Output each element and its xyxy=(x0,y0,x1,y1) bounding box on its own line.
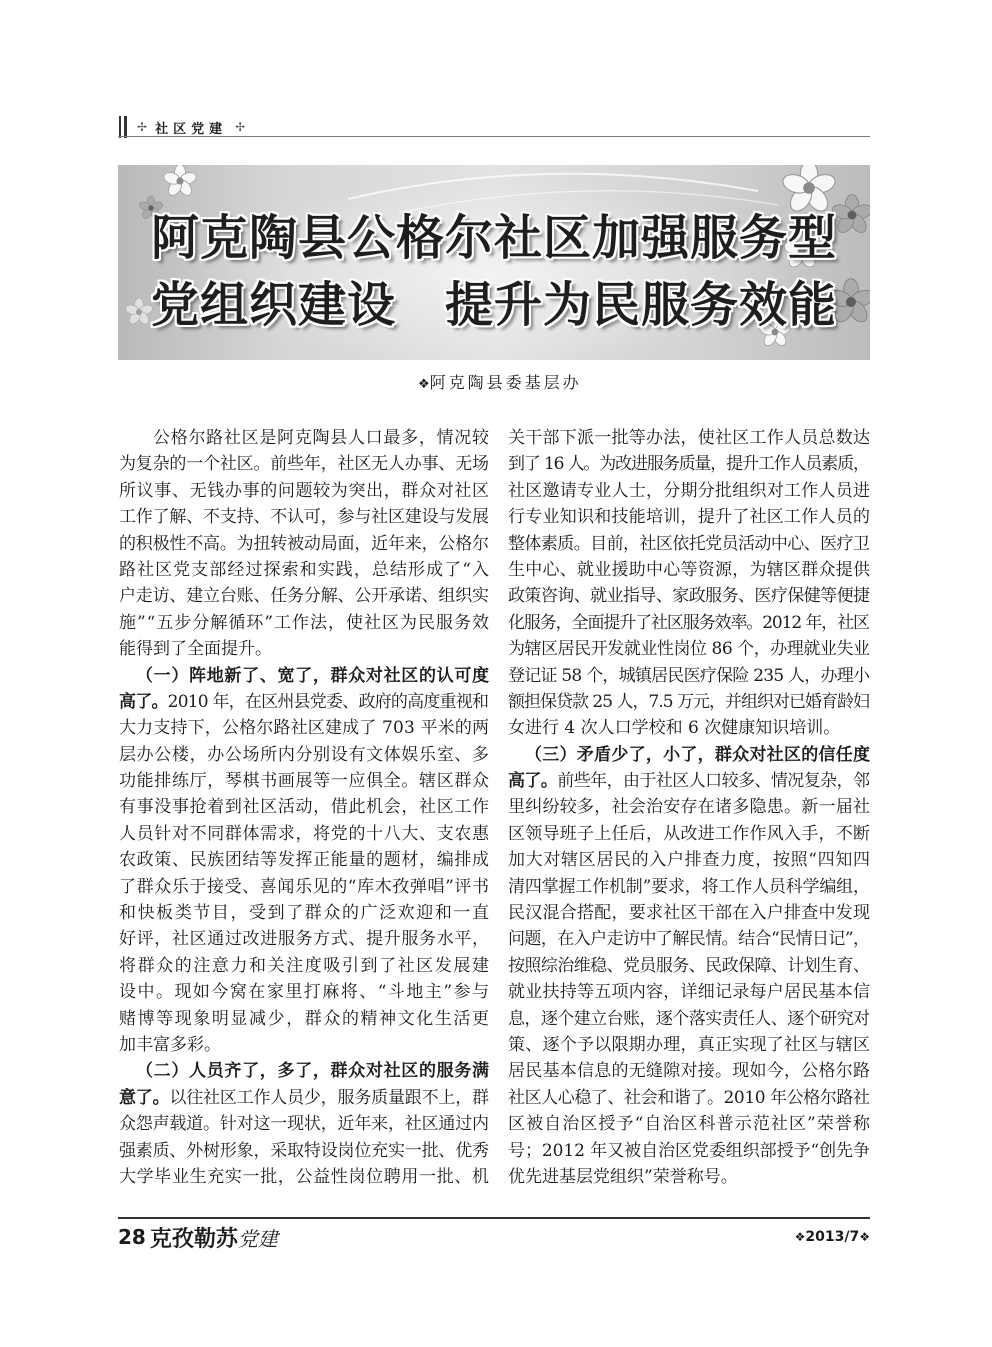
text-segment: 好评，社区通过改进服务方式、提升服务水平， xyxy=(119,929,490,950)
article-column-left xyxy=(119,425,489,1190)
text-segment: 优先进基层党组织”荣誉称号。 xyxy=(508,1166,738,1187)
text-line xyxy=(508,425,870,451)
text-segment: 关干部下派一批等办法，使社区工作人员总数达 xyxy=(508,428,871,448)
text-line xyxy=(119,425,489,451)
text-segment: 强素质、外树形象，采取特设岗位充实一批、优秀 xyxy=(119,1140,489,1161)
text-line xyxy=(508,1085,870,1111)
text-line xyxy=(508,821,870,847)
text-segment: 清四掌握工作机制”要求，将工作人员科学编组， xyxy=(508,876,870,897)
text-line xyxy=(119,715,489,741)
text-line xyxy=(508,478,870,504)
section-tag-label: 社区党建 xyxy=(155,121,228,137)
text-line xyxy=(119,742,489,768)
text-line xyxy=(119,1085,489,1111)
text-line xyxy=(508,1111,870,1137)
text-segment: 里纠纷较多，社会治安存在诸多隐患。新一届社 xyxy=(508,797,871,818)
text-segment: 为辖区居民开发就业性岗位 86 个，办理就业失业 xyxy=(508,639,870,660)
issue-date: 2013/7 xyxy=(805,1229,860,1245)
text-line xyxy=(508,689,870,715)
byline xyxy=(418,373,582,393)
text-line xyxy=(119,874,489,900)
text-segment: 女进行 4 次人口学校和 6 次健康知识培训。 xyxy=(508,718,841,739)
text-line xyxy=(119,531,489,557)
text-segment: 策、逐个予以限期办理，真正实现了社区与辖区 xyxy=(508,1034,871,1055)
page-number: 28 xyxy=(118,1225,146,1249)
text-segment: 息，逐个建立台账，逐个落实责任人、逐个研究对 xyxy=(508,1008,870,1029)
article-title xyxy=(118,205,870,339)
cross-ornament-icon xyxy=(137,120,147,134)
text-line xyxy=(508,583,870,609)
text-segment: 的积极性不高。为扭转被动局面，近年来，公格尔 xyxy=(119,533,489,554)
text-segment: 登记证 58 个，城镇居民医疗保险 235 人，办理小 xyxy=(508,665,870,686)
swirl-decoration xyxy=(348,174,758,199)
article-title-line: 阿克陶县公格尔社区加强服务型 xyxy=(150,210,837,266)
paragraph xyxy=(119,425,489,663)
text-segment: 农政策、民族团结等发挥正能量的题材，编排成 xyxy=(119,850,490,871)
text-line xyxy=(508,1006,870,1032)
text-line xyxy=(119,478,489,504)
text-segment: 加丰富多彩。 xyxy=(119,1034,221,1055)
magazine-name-main: 克孜勒苏 xyxy=(149,1225,238,1252)
text-line xyxy=(119,847,489,873)
text-segment: 区被自治区授予“自治区科普示范社区”荣誉称 xyxy=(508,1114,872,1135)
text-segment: 赌博等现象明显减少，群众的精神文化生活更 xyxy=(119,1008,491,1029)
text-line xyxy=(119,1032,489,1058)
section-heading: 高了。 xyxy=(508,771,558,792)
text-line xyxy=(119,1006,489,1032)
paragraph xyxy=(508,742,870,1191)
text-line xyxy=(119,583,489,609)
text-line xyxy=(119,900,489,926)
text-segment: 区领导班子上任后，从改进工作作风入手，不断 xyxy=(508,823,871,844)
section-heading: 意了。 xyxy=(119,1087,170,1108)
footer-rule xyxy=(118,1217,870,1219)
text-line xyxy=(119,926,489,952)
text-line xyxy=(119,557,489,583)
text-segment: 为复杂的一个社区。前些年，社区无人办事、无场 xyxy=(119,454,489,475)
text-segment: 居民基本信息的无缝隙对接。现如今，公格尔路 xyxy=(508,1061,871,1082)
text-line xyxy=(508,979,870,1005)
footer-masthead xyxy=(118,1221,278,1253)
text-line xyxy=(119,794,489,820)
text-line xyxy=(508,926,870,952)
text-line xyxy=(508,794,870,820)
text-segment: 功能排练厅，琴棋书画展等一应俱全。辖区群众 xyxy=(119,771,490,792)
flower-decoration xyxy=(162,165,197,198)
paragraph xyxy=(508,425,870,742)
section-heading: （三）矛盾少了，小了，群众对社区的信任度 xyxy=(525,744,871,765)
text-segment: 施”“五步分解循环”工作法，使社区为民服务效 xyxy=(119,612,490,633)
text-line xyxy=(508,1058,870,1084)
article-column-right xyxy=(508,425,870,1190)
text-line xyxy=(119,953,489,979)
text-segment: 设中。现如今窝在家里打麻将、“斗地主”参与 xyxy=(119,982,491,1003)
text-segment: 加大对辖区居民的入户排查力度，按照“四知四 xyxy=(508,850,871,871)
diamond-ornament-icon xyxy=(859,1230,870,1244)
diamond-ornament-icon xyxy=(795,1230,806,1244)
text-segment: 民汉混合搭配，要求社区干部在入户排查中发现 xyxy=(508,903,871,924)
text-line xyxy=(119,663,489,689)
magazine-name-tail: 党建 xyxy=(237,1226,278,1251)
section-heading: 高了。 xyxy=(119,691,168,712)
byline-author: 阿克陶县委基层办 xyxy=(429,373,582,392)
text-segment: 行专业知识和技能培训，提升了社区工作人员的 xyxy=(508,507,871,528)
text-line xyxy=(508,953,870,979)
text-line xyxy=(508,874,870,900)
issue-label xyxy=(795,1227,870,1247)
text-segment: 前些年，由于社区人口较多、情况复杂，邻 xyxy=(557,771,870,792)
text-segment: 众怨声载道。针对这一现状，近年来，社区通过内 xyxy=(119,1114,489,1135)
text-segment: 按照综治维稳、党员服务、民政保障、计划生育、 xyxy=(508,955,870,976)
text-segment: 化服务，全面提升了社区服务效率。2012 年，社区 xyxy=(508,612,869,633)
text-segment: 生中心、就业援助中心等资源，为辖区群众提供 xyxy=(508,559,871,580)
text-segment: 以往社区工作人员少，服务质量跟不上，群 xyxy=(169,1087,489,1108)
text-line xyxy=(119,768,489,794)
text-segment: 所议事、无钱办事的问题较为突出，群众对社区 xyxy=(119,480,490,501)
text-line xyxy=(119,821,489,847)
text-line xyxy=(119,1164,489,1190)
text-segment: 社区人心稳了、社会和谐了。2010 年公格尔路社 xyxy=(508,1087,870,1108)
paragraph xyxy=(119,663,489,1059)
text-segment: 政策咨询、就业指导、家政服务、医疗保健等便捷 xyxy=(508,586,870,607)
text-segment: 号；2012 年又被自治区党委组织部授予“创先争 xyxy=(508,1140,870,1161)
text-segment: 就业扶持等五项内容，详细记录每户居民基本信 xyxy=(508,982,871,1003)
text-line xyxy=(119,1138,489,1164)
text-segment: 额担保贷款 25 人，7.5 万元，并组织对已婚育龄妇 xyxy=(508,691,869,712)
text-line xyxy=(508,768,870,794)
text-line xyxy=(119,504,489,530)
text-segment: 户走访、建立台账、任务分解、公开承诺、组织实 xyxy=(119,586,489,607)
text-line xyxy=(119,451,489,477)
text-segment: 大学毕业生充实一批，公益性岗位聘用一批、机 xyxy=(119,1166,490,1187)
text-segment: 公格尔路社区是阿克陶县人口最多，情况较 xyxy=(153,428,490,448)
text-line xyxy=(508,504,870,530)
text-segment: 整体素质。目前，社区依托党员活动中心、医疗卫 xyxy=(508,533,870,554)
text-line xyxy=(508,557,870,583)
text-line xyxy=(508,663,870,689)
cross-ornament-icon xyxy=(235,120,245,134)
double-bar-icon xyxy=(118,116,129,138)
text-line xyxy=(508,1138,870,1164)
text-line xyxy=(119,979,489,1005)
text-line xyxy=(119,689,489,715)
text-line xyxy=(119,636,489,662)
text-segment: 到了 16 人。为改进服务质量，提升工作人员素质， xyxy=(508,454,869,475)
text-segment: 路社区党支部经过探索和实践，总结形成了“入 xyxy=(119,559,491,580)
text-segment: 大力支持下，公格尔路社区建成了 703 平米的两 xyxy=(119,718,490,739)
header-rule xyxy=(118,136,870,137)
text-line xyxy=(508,715,870,741)
text-segment: 问题，在入户走访中了解民情。结合“民情日记”， xyxy=(508,929,870,950)
text-segment: 2010 年，在区州县党委、政府的高度重视和 xyxy=(167,691,489,712)
text-line xyxy=(508,900,870,926)
text-segment: 有事没事抢着到社区活动，借此机会，社区工作 xyxy=(119,797,490,818)
text-line xyxy=(508,636,870,662)
text-line xyxy=(508,451,870,477)
text-line xyxy=(119,1111,489,1137)
text-segment: 社区邀请专业人士，分期分批组织对工作人员进 xyxy=(508,480,871,501)
text-segment: 人员针对不同群体需求，将党的十八大、支农惠 xyxy=(119,823,490,844)
text-line xyxy=(508,531,870,557)
text-segment: 和快板类节目，受到了群众的广泛欢迎和一直 xyxy=(119,903,491,924)
text-line xyxy=(508,610,870,636)
text-segment: 了群众乐于接受、喜闻乐见的“库木孜弹唱”评书 xyxy=(119,876,490,897)
text-line xyxy=(508,742,870,768)
text-segment: 层办公楼，办公场所内分别设有文体娱乐室、多 xyxy=(119,744,490,765)
diamond-ornament-icon xyxy=(418,377,430,392)
title-banner xyxy=(118,165,870,360)
article-title-line: 党组织建设 提升为民服务效能 xyxy=(150,277,837,333)
text-line xyxy=(508,847,870,873)
text-line xyxy=(508,1032,870,1058)
text-line xyxy=(508,1164,870,1190)
text-segment: 能得到了全面提升。 xyxy=(119,639,272,660)
section-heading: （一）阵地新了、宽了，群众对社区的认可度 xyxy=(136,665,490,686)
text-segment: 工作了解、不支持、不认可，参与社区建设与发展 xyxy=(119,507,489,528)
paragraph xyxy=(119,1058,489,1190)
text-line xyxy=(119,1058,489,1084)
section-heading: （二）人员齐了，多了，群众对社区的服务满 xyxy=(136,1061,490,1082)
text-segment: 将群众的注意力和关注度吸引到了社区发展建 xyxy=(119,955,491,976)
text-line xyxy=(119,610,489,636)
